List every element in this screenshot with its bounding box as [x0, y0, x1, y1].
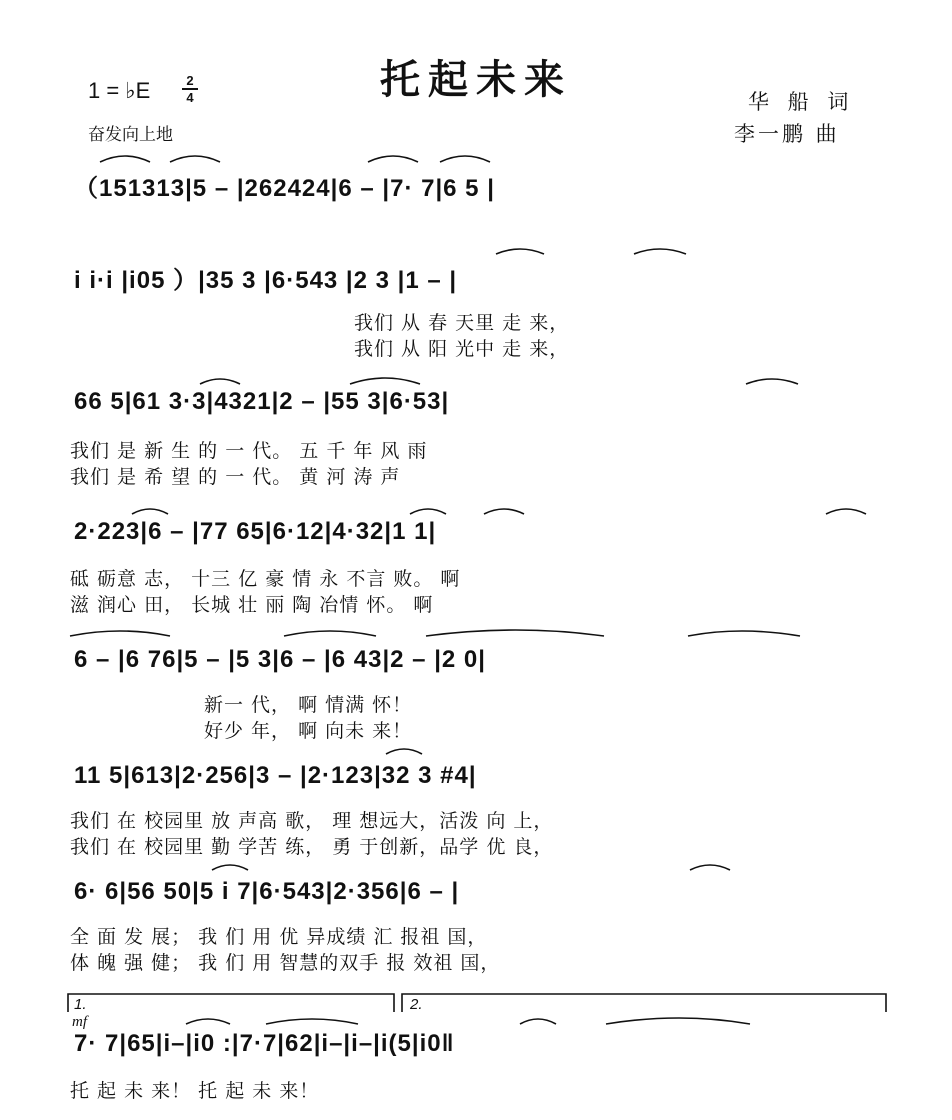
system-6-lyric-1: 我们 在 校园里 放 声高 歌， 理 想远大，活泼 向 上， — [70, 810, 554, 832]
system-4-notes: 2·223|6 – |77 65|6·12|4·32|1 1| — [74, 518, 437, 545]
second-ending-label: 2. — [410, 996, 423, 1013]
system-5-lyric-1: 新一 代， 啊 情满 怀！ — [204, 694, 413, 716]
song-title: 托起未来 — [380, 57, 572, 103]
system-2-lyric-1: 我们 从 春 天里 走 来， — [354, 312, 570, 334]
system-2-lyric-2: 我们 从 阳 光中 走 来， — [354, 338, 570, 360]
system-7-lyric-1: 全 面 发 展； 我 们 用 优 异成绩 汇 报祖 国， — [70, 926, 488, 948]
system-1-notes: （151313|5 – |262424|6 – |7· 7|6 5 | — [74, 175, 495, 202]
system-4-lyric-2: 滋 润心 田， 长城 壮 丽 陶 冶情 怀。 啊 — [70, 594, 434, 616]
system-8-notes: 7· 7|65|i–|i0 :|7·7|62|i–|i–|i(5|i0‖ — [74, 1030, 455, 1057]
system-2-notes: i i·i |i05 ）|35 3 |6·543 |2 3 |1 – | — [74, 267, 458, 294]
volta-brackets — [68, 994, 886, 1012]
system-3-lyric-2: 我们 是 希 望 的 一 代。 黄 河 涛 声 — [70, 466, 401, 488]
lyricist-credit: 华 船 词 — [748, 90, 855, 114]
first-ending-label: 1. — [74, 996, 87, 1013]
system-7-notes: 6· 6|56 50|5 i 7|6·543|2·356|6 – | — [74, 878, 460, 905]
system-5-lyric-2: 好少 年， 啊 向未 来！ — [204, 720, 413, 742]
composer-credit: 李一鹏 曲 — [734, 122, 840, 146]
system-5-notes: 6 – |6 76|5 – |5 3|6 – |6 43|2 – |2 0| — [74, 646, 486, 673]
tuplet-brackets — [100, 156, 490, 162]
system-6-lyric-2: 我们 在 校园里 勤 学苦 练， 勇 于创新，品学 优 良， — [70, 836, 554, 858]
slurs — [70, 249, 866, 1024]
meter-bottom: 4 — [186, 90, 194, 105]
system-3-notes: 66 5|61 3·3|4321|2 – |55 3|6·53| — [74, 388, 450, 415]
system-7-lyric-2: 体 魄 强 健； 我 们 用 智慧的双手 报 效祖 国， — [70, 952, 501, 974]
system-4-lyric-1: 砥 砺意 志， 十三 亿 豪 情 永 不言 败。 啊 — [70, 568, 461, 590]
system-8-lyric: 托 起 未 来！ 托 起 未 来！ — [70, 1080, 320, 1102]
key-signature: 1 = ♭E — [88, 78, 151, 103]
tempo-marking: 奋发向上地 — [88, 125, 173, 145]
dynamic-mark: mf — [72, 1014, 87, 1030]
meter-top: 2 — [186, 73, 194, 88]
system-6-notes: 11 5|613|2·256|3 – |2·123|32 3 #4| — [74, 762, 477, 789]
system-3-lyric-1: 我们 是 新 生 的 一 代。 五 千 年 风 雨 — [70, 440, 428, 462]
